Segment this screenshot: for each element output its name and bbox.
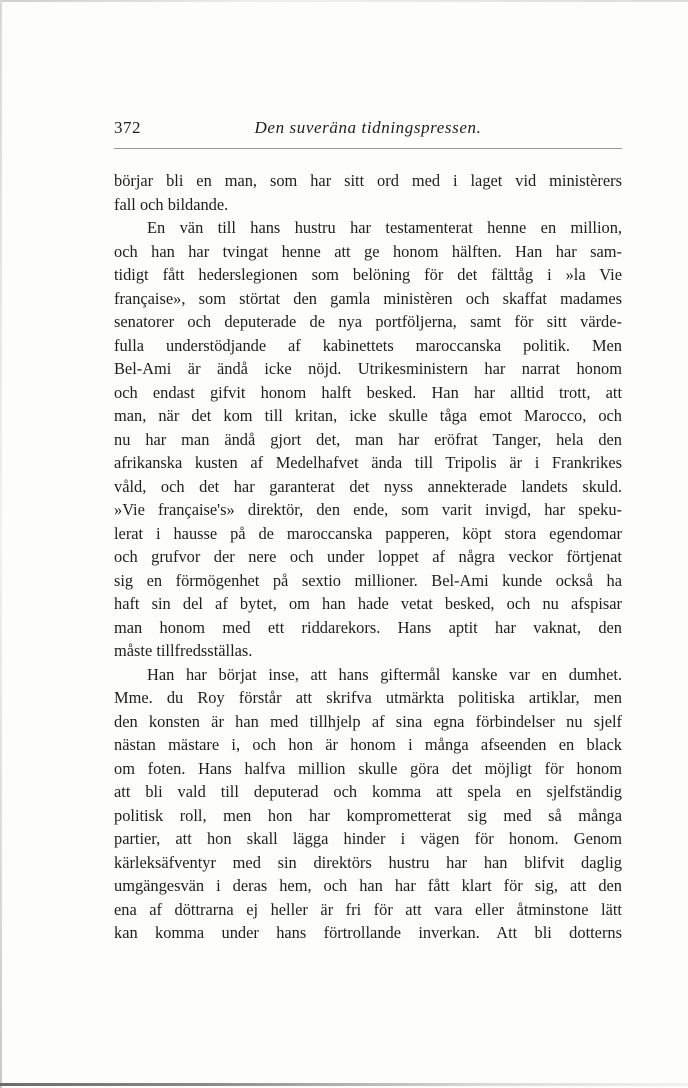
text-line: sig en förmögenhet på sextio millioner. Bel-Ami kunde också ha bbox=[114, 570, 622, 590]
text-line: partier, att hon skall lägga hinder i vägen för honom. Genom bbox=[114, 829, 622, 848]
text-line: »Vie française's» direktör, den ende, som varit invigd, har speku- bbox=[114, 500, 622, 519]
text-line: måste tillfredsställas. bbox=[114, 641, 253, 660]
text-line: nu har man ändå gjort det, man har eröfrat Tanger, hela den bbox=[114, 429, 622, 449]
text-line: kan komma under hans förtrollande inverkan. Att bli dotterns bbox=[114, 923, 622, 942]
text-line: fulla understödjande af kabinettets maroccanska politik. Men bbox=[114, 335, 622, 355]
text-line: om foten. Hans halfva million skulle göra det möjligt för honom bbox=[114, 758, 622, 778]
header-rule bbox=[114, 148, 622, 149]
text-line: man, när det kom till kritan, icke skulle tåga emot Marocco, och bbox=[114, 406, 622, 425]
text-line: och endast gifvit honom halft besked. Han har alltid trott, att bbox=[114, 382, 622, 402]
text-line: tidigt fått hederslegionen som belöning för det fälttåg i »la Vie bbox=[114, 265, 622, 284]
text-line: att bli vald till deputerad och komma att spela en sjelfständig bbox=[114, 782, 622, 801]
scan-edge-top bbox=[0, 0, 688, 2]
text-line: man honom med ett riddarekors. Hans aptit har vaknat, den bbox=[114, 617, 622, 637]
text-line: börjar bli en man, som har sitt ord med i laget vid ministèrers bbox=[114, 171, 622, 190]
text-line: politisk roll, men hon har komprometterat sig med så många bbox=[114, 805, 622, 825]
text-line: lerat i hausse på de maroccanska papperen, köpt stora egendomar bbox=[114, 523, 622, 543]
scan-edge-bottom bbox=[0, 1083, 688, 1086]
text-line: française», som störtat den gamla ministèren och skaffat madames bbox=[114, 288, 622, 308]
text-line: fall och bildande. bbox=[114, 194, 229, 214]
text-line: nästan mästare i, och hon är honom i många afseenden en black bbox=[114, 735, 622, 754]
body-text bbox=[114, 169, 622, 945]
text-line: Han har börjat inse, att hans giftermål kanske var en dumhet. bbox=[147, 664, 622, 684]
text-line: kärleksäfventyr med sin direktörs hustru har han blifvit daglig bbox=[114, 852, 622, 872]
text-line: den konsten är han med tillhjelp af sina egna förbindelser nu sjelf bbox=[114, 711, 622, 731]
running-header bbox=[114, 116, 622, 144]
text-line: senatorer och deputerade de nya portföljerna, samt för sitt värde- bbox=[114, 312, 622, 331]
text-line: och han har tvingat henne att ge honom hälften. Han har sam- bbox=[114, 241, 622, 261]
text-line: Mme. du Roy förstår att skrifva utmärkta politiska artiklar, men bbox=[114, 688, 622, 707]
text-line: våld, och det har garanterat det nyss annekterade landets skuld. bbox=[114, 476, 622, 496]
text-line: En vän till hans hustru har testamenterat henne en million, bbox=[147, 218, 622, 237]
text-line: Bel-Ami är ändå icke nöjd. Utrikesministern har narrat honom bbox=[114, 359, 622, 378]
text-line: ena af döttrarna ej heller är fri för att vara eller åtminstone lätt bbox=[114, 899, 622, 919]
text-line: och grufvor der nere och under loppet af några veckor förtjenat bbox=[114, 547, 622, 566]
scan-edge-left bbox=[0, 0, 2, 1088]
text-line: haft sin del af bytet, om han hade vetat besked, och nu afspisar bbox=[114, 594, 622, 613]
text-line: afrikanska kusten af Medelhafvet ända till Tripolis är i Frankrikes bbox=[114, 453, 622, 472]
running-title: Den suveräna tidningspressen. bbox=[254, 118, 482, 137]
page-number: 372 bbox=[114, 118, 141, 137]
text-line: umgängesvän i deras hem, och han har fått klart för sig, att den bbox=[114, 876, 622, 895]
